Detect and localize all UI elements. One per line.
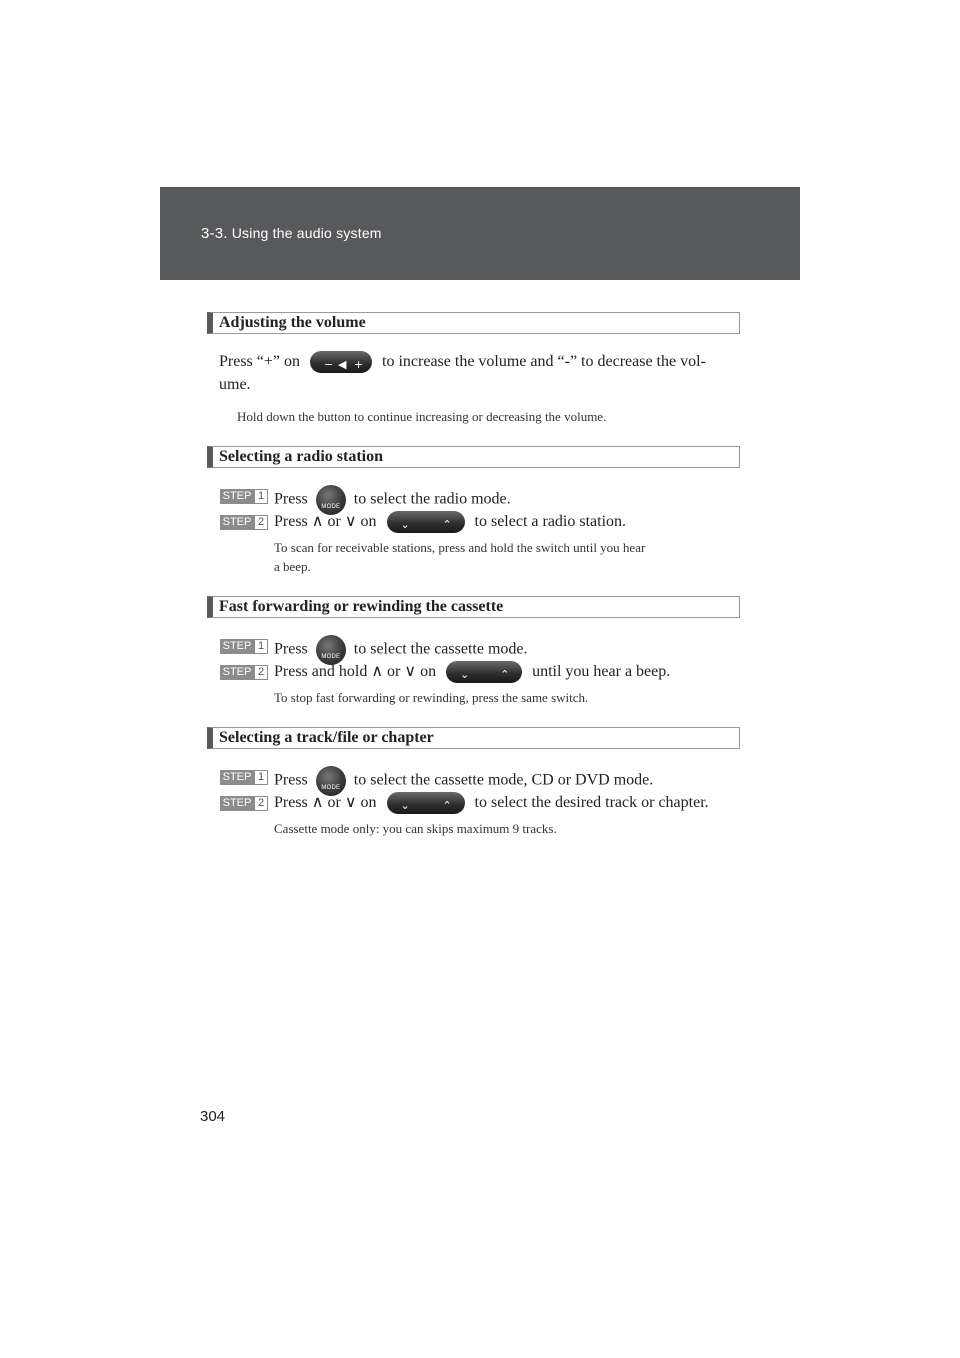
heading-text: Selecting a track/file or chapter <box>219 729 434 746</box>
track-step2: Press ∧ or ∨ on ⌄ ⌃ to select the desired track or chapter. <box>274 794 709 813</box>
text: Press “+” on <box>219 353 301 370</box>
radio-step1: Press MODE to select the radio mode. <box>274 485 511 515</box>
seek-switch-icon: ⌄ ⌃ <box>446 661 522 683</box>
step-2-badge: STEP 2 <box>220 515 270 530</box>
heading-text: Selecting a radio station <box>219 448 383 465</box>
volume-note: Hold down the button to continue increasing or decreasing the volume. <box>237 409 607 424</box>
cassette-step1: Press MODE to select the cassette mode. <box>274 635 528 665</box>
radio-note-cont: a beep. <box>274 559 311 574</box>
volume-paragraph <box>219 351 706 373</box>
mode-button-icon: MODE <box>316 485 346 515</box>
cassette-note: To stop fast forwarding or rewinding, press the same switch. <box>274 690 589 705</box>
step-1-badge: STEP 1 <box>220 770 270 785</box>
heading-radio-station <box>207 446 740 468</box>
section-number: 3-3. <box>201 225 228 242</box>
volume-switch-icon: − ◀ + <box>310 351 372 373</box>
step-1-badge: STEP 1 <box>220 489 270 504</box>
heading-text: Adjusting the volume <box>219 314 366 331</box>
section-label <box>201 225 382 242</box>
section-title: Using the audio system <box>231 225 382 241</box>
heading-track-chapter <box>207 727 740 749</box>
heading-adjusting-volume <box>207 312 740 334</box>
seek-switch-icon: ⌄ ⌃ <box>387 792 465 814</box>
heading-fast-forward <box>207 596 740 618</box>
step-2-badge: STEP 2 <box>220 796 270 811</box>
seek-switch-icon: ⌄ ⌃ <box>387 511 465 533</box>
heading-text: Fast forwarding or rewinding the cassette <box>219 598 504 615</box>
chapter-header <box>160 187 800 280</box>
mode-button-icon: MODE <box>316 766 346 796</box>
mode-button-icon: MODE <box>316 635 346 665</box>
radio-note: To scan for receivable stations, press and hold the switch until you hear <box>274 540 646 555</box>
radio-step2: Press ∧ or ∨ on ⌄ ⌃ to select a radio station. <box>274 513 627 532</box>
text: to increase the volume and “-” to decrease the vol- <box>382 353 706 370</box>
step-2-badge: STEP 2 <box>220 665 270 680</box>
cassette-step2: Press and hold ∧ or ∨ on ⌄ ⌃ until you hear a beep. <box>274 663 671 682</box>
page-number: 304 <box>200 1108 226 1125</box>
track-note: Cassette mode only: you can skips maximum 9 tracks. <box>274 821 557 836</box>
track-step1: Press MODE to select the cassette mode, CD or DVD mode. <box>274 766 653 796</box>
volume-paragraph-cont: ume. <box>219 376 251 393</box>
step-1-badge: STEP 1 <box>220 639 270 654</box>
